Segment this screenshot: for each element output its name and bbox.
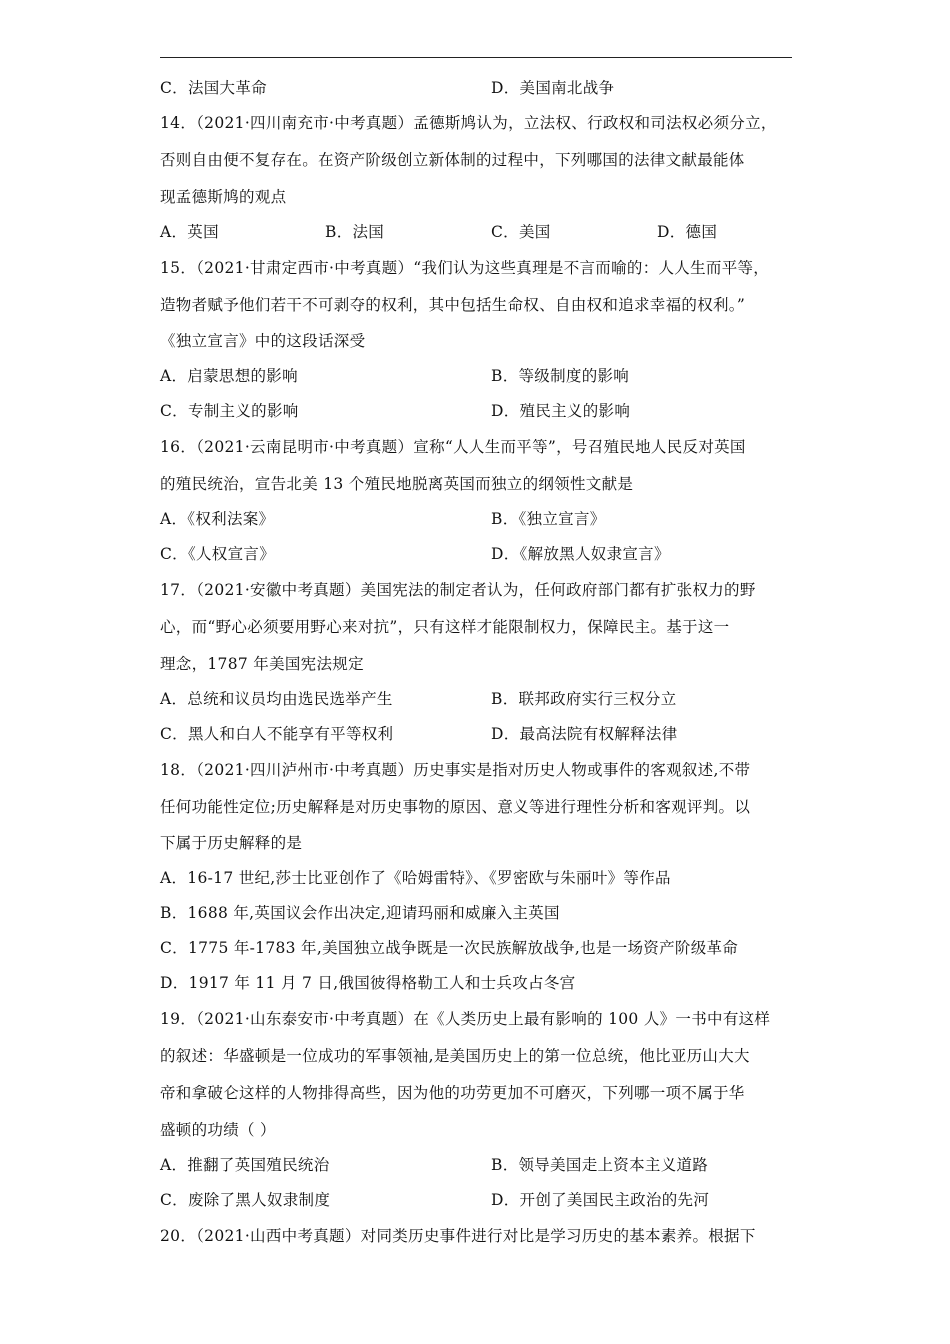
q16-stem-line-2: 的殖民统治，宣告北美 13 个殖民地脱离英国而独立的纲领性文献是: [160, 475, 634, 493]
q18-option-c: C．1775 年-1783 年,美国独立战争既是一次民族解放战争,也是一场资产阶级革命: [160, 939, 739, 957]
q19-option-a: A．推翻了英国殖民统治: [160, 1156, 330, 1174]
q15-option-b: B．等级制度的影响: [491, 367, 630, 385]
q15-stem-line-2: 造物者赋予他们若干不可剥夺的权利，其中包括生命权、自由权和追求幸福的权利。”: [160, 296, 746, 314]
q16-stem-line-1: 16．（2021·云南昆明市·中考真题）宣称“人人生而平等”，号召殖民地人民反对英国: [160, 438, 746, 456]
q17-stem-line-3: 理念，1787 年美国宪法规定: [160, 655, 364, 673]
q18-stem-line-2: 任何功能性定位;历史解释是对历史事物的原因、意义等进行理性分析和客观评判。以: [160, 798, 751, 816]
q13-option-c: C．法国大革命: [160, 79, 267, 97]
q17-option-c: C．黑人和白人不能享有平等权利: [160, 725, 394, 743]
q16-option-a: A．《权利法案》: [160, 510, 275, 528]
q16-option-d: D．《解放黑人奴隶宣言》: [491, 545, 670, 563]
q18-option-b: B．1688 年,英国议会作出决定,迎请玛丽和威廉入主英国: [160, 904, 560, 922]
q15-stem-line-1: 15．（2021·甘肃定西市·中考真题）“我们认为这些真理是不言而喻的：人人生而平等，: [160, 259, 770, 277]
q17-stem-line-2: 心，而“野心必须要用野心来对抗”，只有这样才能限制权力，保障民主。基于这一: [160, 618, 730, 636]
q20-stem-line-1: 20．（2021·山西中考真题）对同类历史事件进行对比是学习历史的基本素养。根据下: [160, 1227, 756, 1245]
q13-option-d: D．美国南北战争: [491, 79, 615, 97]
q17-option-d: D．最高法院有权解释法律: [491, 725, 678, 743]
q15-option-a: A．启蒙思想的影响: [160, 367, 298, 385]
q19-stem-line-3: 帝和拿破仑这样的人物排得高些，因为他的功劳更加不可磨灭，下列哪一项不属于华: [160, 1084, 745, 1102]
q19-option-b: B．领导美国走上资本主义道路: [491, 1156, 709, 1174]
q16-option-c: C．《人权宣言》: [160, 545, 276, 563]
q15-stem-line-3: 《独立宣言》中的这段话深受: [160, 332, 366, 350]
q14-stem-line-2: 否则自由便不复存在。在资产阶级创立新体制的过程中，下列哪国的法律文献最能体: [160, 151, 745, 169]
q16-option-b: B．《独立宣言》: [491, 510, 606, 528]
header-rule: [160, 57, 792, 58]
q19-option-c: C．废除了黑人奴隶制度: [160, 1191, 331, 1209]
q14-stem-line-1: 14．（2021·四川南充市·中考真题）孟德斯鸠认为，立法权、行政权和司法权必须分立，: [160, 114, 777, 132]
q15-option-c: C．专制主义的影响: [160, 402, 299, 420]
q18-option-a: A．16-17 世纪,莎士比亚创作了《哈姆雷特》、《罗密欧与朱丽叶》等作品: [160, 869, 671, 887]
q14-option-b: B．法国: [325, 223, 385, 241]
q14-option-d: D．德国: [657, 223, 718, 241]
q19-stem-line-2: 的叙述：华盛顿是一位成功的军事领袖,是美国历史上的第一位总统，他比亚历山大大: [160, 1047, 750, 1065]
q17-option-a: A．总统和议员均由选民选举产生: [160, 690, 393, 708]
q18-option-d: D．1917 年 11 月 7 日,俄国彼得格勒工人和士兵攻占冬宫: [160, 974, 576, 992]
q19-stem-line-4: 盛顿的功绩（ ）: [160, 1121, 276, 1139]
q14-option-c: C．美国: [491, 223, 551, 241]
q14-option-a: A．英国: [160, 223, 219, 241]
q18-stem-line-3: 下属于历史解释的是: [160, 834, 303, 852]
q17-option-b: B．联邦政府实行三权分立: [491, 690, 677, 708]
q18-stem-line-1: 18．（2021·四川泸州市·中考真题）历史事实是指对历史人物或事件的客观叙述,不带: [160, 761, 751, 779]
q14-stem-line-3: 现孟德斯鸠的观点: [160, 188, 287, 206]
q19-stem-line-1: 19．（2021·山东泰安市·中考真题）在《人类历史上最有影响的 100 人》一书中有这样: [160, 1010, 771, 1028]
q19-option-d: D．开创了美国民主政治的先河: [491, 1191, 710, 1209]
q15-option-d: D．殖民主义的影响: [491, 402, 631, 420]
q17-stem-line-1: 17．（2021·安徽中考真题）美国宪法的制定者认为，任何政府部门都有扩张权力的野: [160, 581, 756, 599]
